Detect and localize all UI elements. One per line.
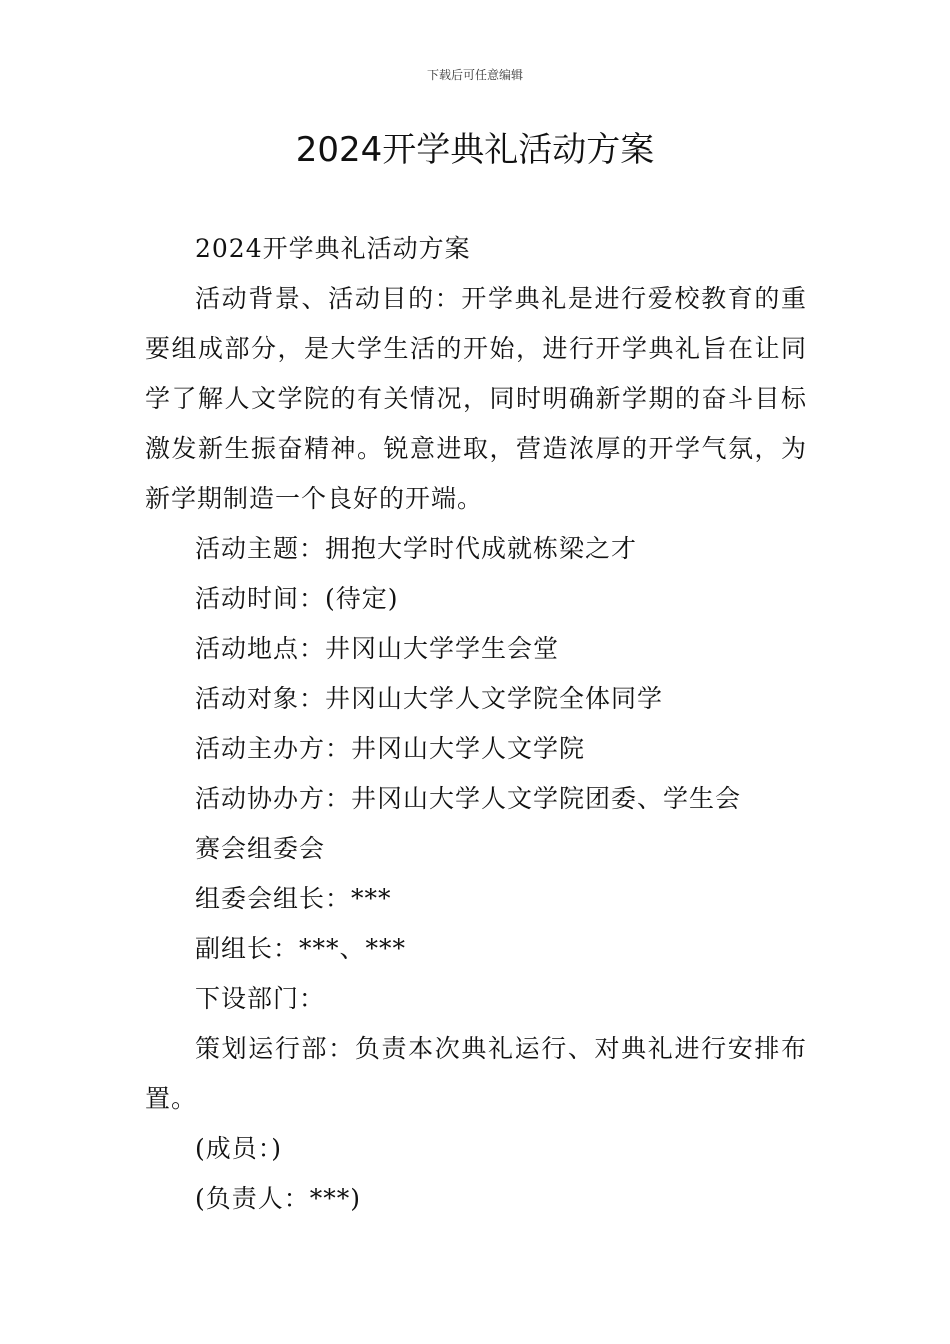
departments-heading: 下设部门： bbox=[195, 984, 326, 1013]
document-title: 2024开学典礼活动方案 bbox=[295, 130, 655, 170]
body-heading: 2024开学典礼活动方案 bbox=[195, 234, 471, 263]
organizer-line: 活动主办方：井冈山大学人文学院 bbox=[195, 734, 586, 763]
time-line: 活动时间：(待定) bbox=[195, 584, 399, 613]
document-body bbox=[145, 224, 807, 1224]
theme-line: 活动主题：拥抱大学时代成就栋梁之才 bbox=[195, 534, 638, 563]
committee-heading: 赛会组委会 bbox=[195, 834, 326, 863]
co-organizer-line: 活动协办方：井冈山大学人文学院团委、学生会 bbox=[195, 784, 742, 813]
location-line: 活动地点：井冈山大学学生会堂 bbox=[195, 634, 560, 663]
audience-line: 活动对象：井冈山大学人文学院全体同学 bbox=[195, 684, 664, 713]
page-header-note: 下载后可任意编辑 bbox=[426, 68, 523, 82]
background-paragraph: 活动背景、活动目的：开学典礼是进行爱校教育的重要组成部分，是大学生活的开始，进行开学典礼旨在让同学了解人文学院的有关情况，同时明确新学期的奋斗目标激发新生振奋精神。锐意进取，营造浓厚的开学气氛，为新学期制造一个良好的开端。 bbox=[145, 284, 807, 513]
members-line: (成员：) bbox=[195, 1134, 283, 1163]
planning-department-paragraph: 策划运行部：负责本次典礼运行、对典礼进行安排布置。 bbox=[145, 1034, 807, 1113]
person-in-charge-line: (负责人：***) bbox=[195, 1184, 362, 1213]
deputy-leader-line: 副组长：***、*** bbox=[195, 934, 407, 963]
committee-leader-line: 组委会组长：*** bbox=[195, 884, 392, 913]
